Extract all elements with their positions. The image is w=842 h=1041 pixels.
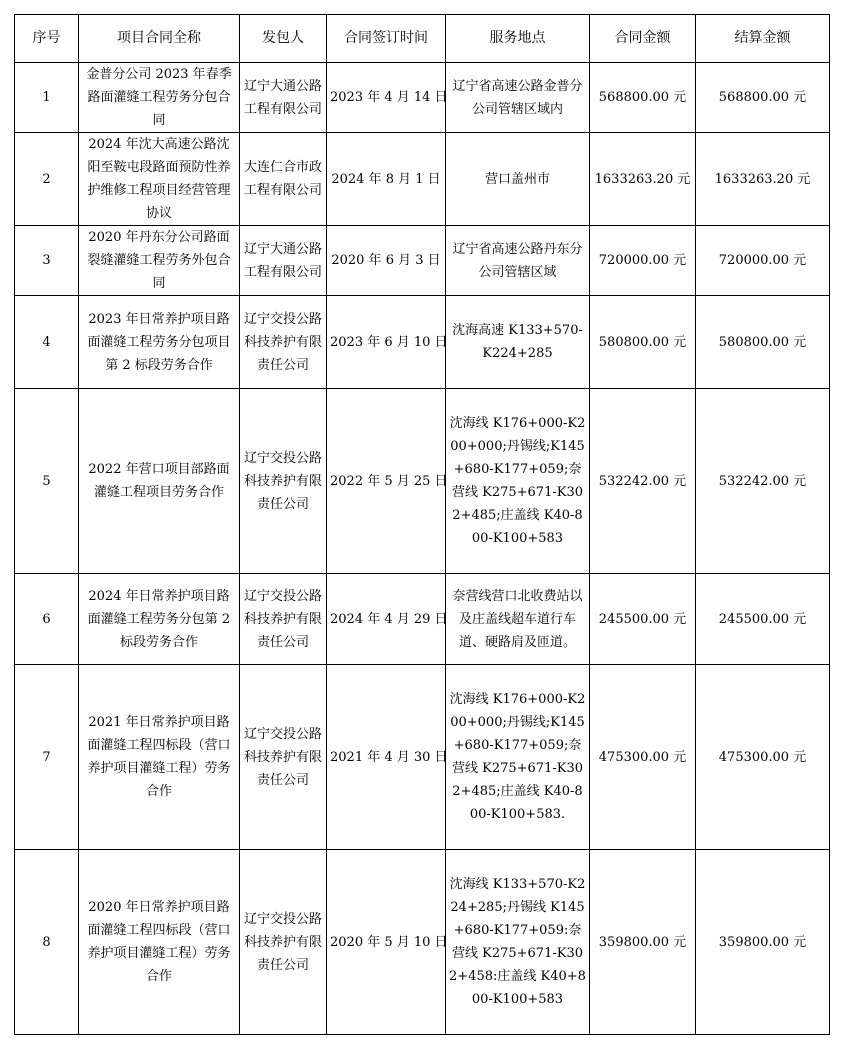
cell-location: 沈海高速 K133+570-K224+285 [446, 296, 590, 389]
cell-contract-amount: 532242.00 元 [590, 389, 696, 574]
cell-contract-amount: 359800.00 元 [590, 850, 696, 1035]
cell-signed: 2020 年 5 月 10 日 [327, 850, 446, 1035]
cell-client: 辽宁大通公路工程有限公司 [240, 63, 327, 133]
cell-settlement-amount: 532242.00 元 [696, 389, 830, 574]
cell-project: 2023 年日常养护项目路面灌缝工程劳务分包项目第 2 标段劳务合作 [79, 296, 240, 389]
cell-client: 大连仁合市政工程有限公司 [240, 133, 327, 226]
cell-index: 5 [15, 389, 79, 574]
cell-project: 金普分公司 2023 年春季路面灌缝工程劳务分包合同 [79, 63, 240, 133]
cell-location: 沈海线 K176+000-K200+000;丹锡线;K145+680-K177+059;奈营线 K275+671-K302+485;庄盖线 K40-800-K100+583 [446, 389, 590, 574]
cell-signed: 2021 年 4 月 30 日 [327, 665, 446, 850]
header-settlement-amount: 结算金额 [696, 15, 830, 63]
cell-contract-amount: 245500.00 元 [590, 574, 696, 665]
header-project: 项目合同全称 [79, 15, 240, 63]
cell-settlement-amount: 359800.00 元 [696, 850, 830, 1035]
cell-contract-amount: 1633263.20 元 [590, 133, 696, 226]
cell-index: 2 [15, 133, 79, 226]
cell-location: 奈营线营口北收费站以及庄盖线超车道行车道、硬路肩及匝道。 [446, 574, 590, 665]
cell-signed: 2020 年 6 月 3 日 [327, 226, 446, 296]
header-client: 发包人 [240, 15, 327, 63]
cell-project: 2024 年沈大高速公路沈阳至鞍屯段路面预防性养护维修工程项目经营管理协议 [79, 133, 240, 226]
contracts-table [14, 14, 830, 1035]
cell-signed: 2024 年 4 月 29 日 [327, 574, 446, 665]
cell-index: 6 [15, 574, 79, 665]
cell-index: 4 [15, 296, 79, 389]
cell-location: 营口盖州市 [446, 133, 590, 226]
cell-client: 辽宁交投公路科技养护有限责任公司 [240, 665, 327, 850]
cell-settlement-amount: 580800.00 元 [696, 296, 830, 389]
table-row [15, 133, 830, 226]
cell-settlement-amount: 245500.00 元 [696, 574, 830, 665]
cell-settlement-amount: 568800.00 元 [696, 63, 830, 133]
header-contract-amount: 合同金额 [590, 15, 696, 63]
cell-client: 辽宁大通公路工程有限公司 [240, 226, 327, 296]
header-row [15, 15, 830, 63]
cell-client: 辽宁交投公路科技养护有限责任公司 [240, 574, 327, 665]
cell-settlement-amount: 475300.00 元 [696, 665, 830, 850]
cell-location: 辽宁省高速公路金普分公司管辖区域内 [446, 63, 590, 133]
table-row [15, 226, 830, 296]
cell-signed: 2023 年 6 月 10 日 [327, 296, 446, 389]
cell-contract-amount: 720000.00 元 [590, 226, 696, 296]
cell-index: 7 [15, 665, 79, 850]
cell-project: 2022 年营口项目部路面灌缝工程项目劳务合作 [79, 389, 240, 574]
table-row [15, 665, 830, 850]
cell-location: 沈海线 K133+570-K224+285;丹锡线 K145+680-K177+059:奈营线 K275+671-K302+458:庄盖线 K40+800-K100+583 [446, 850, 590, 1035]
cell-project: 2020 年丹东分公司路面裂缝灌缝工程劳务外包合同 [79, 226, 240, 296]
cell-index: 1 [15, 63, 79, 133]
cell-contract-amount: 580800.00 元 [590, 296, 696, 389]
cell-contract-amount: 475300.00 元 [590, 665, 696, 850]
cell-project: 2020 年日常养护项目路面灌缝工程四标段（营口养护项目灌缝工程）劳务合作 [79, 850, 240, 1035]
cell-signed: 2023 年 4 月 14 日 [327, 63, 446, 133]
table-row [15, 850, 830, 1035]
cell-location: 沈海线 K176+000-K200+000;丹锡线;K145+680-K177+059;奈营线 K275+671-K302+485;庄盖线 K40-800-K100+583. [446, 665, 590, 850]
header-location: 服务地点 [446, 15, 590, 63]
cell-client: 辽宁交投公路科技养护有限责任公司 [240, 296, 327, 389]
cell-settlement-amount: 1633263.20 元 [696, 133, 830, 226]
cell-client: 辽宁交投公路科技养护有限责任公司 [240, 389, 327, 574]
cell-settlement-amount: 720000.00 元 [696, 226, 830, 296]
table-row [15, 63, 830, 133]
header-index: 序号 [15, 15, 79, 63]
header-signed: 合同签订时间 [327, 15, 446, 63]
cell-location: 辽宁省高速公路丹东分公司管辖区域 [446, 226, 590, 296]
cell-project: 2021 年日常养护项目路面灌缝工程四标段（营口养护项目灌缝工程）劳务合作 [79, 665, 240, 850]
table-row [15, 296, 830, 389]
cell-signed: 2022 年 5 月 25 日 [327, 389, 446, 574]
cell-client: 辽宁交投公路科技养护有限责任公司 [240, 850, 327, 1035]
cell-signed: 2024 年 8 月 1 日 [327, 133, 446, 226]
cell-index: 8 [15, 850, 79, 1035]
cell-index: 3 [15, 226, 79, 296]
cell-project: 2024 年日常养护项目路面灌缝工程劳务分包第 2 标段劳务合作 [79, 574, 240, 665]
table-row [15, 389, 830, 574]
cell-contract-amount: 568800.00 元 [590, 63, 696, 133]
table-row [15, 574, 830, 665]
